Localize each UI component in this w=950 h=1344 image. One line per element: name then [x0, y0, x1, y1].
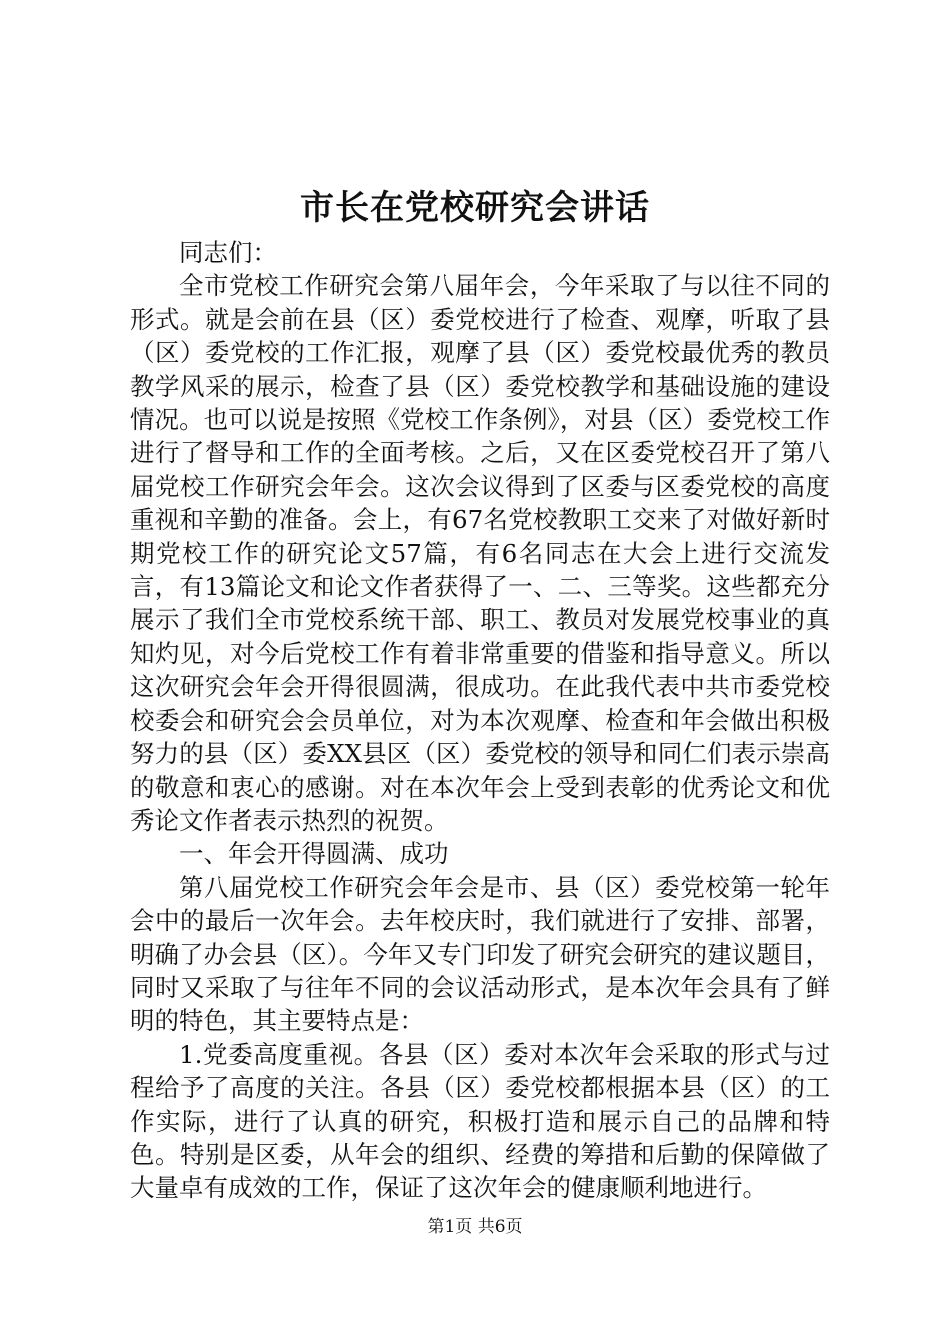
section-heading: 一、年会开得圆满、成功: [179, 839, 449, 869]
point-paragraph: 1.党委高度重视。各县（区）委对本次年会采取的形式与过程给予了高度的关注。各县（区）委党校都根据本县（区）的工作实际，进行了认真的研究，积极打造和展示自己的品牌和特色。特别是区委，从年会的组织、经费的筹措和后勤的保障做了大量卓有成效的工作，保证了这次年会的健康顺利地进行。: [130, 1039, 830, 1203]
salutation-paragraph: 同志们：: [179, 238, 277, 267]
document-title: 市长在党校研究会讲话: [300, 188, 650, 228]
document-body: [130, 236, 830, 1205]
page-footer: 第1页 共6页: [427, 1217, 523, 1237]
intro-paragraph: 全市党校工作研究会第八届年会，今年采取了与以往不同的形式。就是会前在县（区）委党校进行了检查、观摩，听取了县（区）委党校的工作汇报，观摩了县（区）委党校最优秀的教员教学风采的展示，检查了县（区）委党校教学和基础设施的建设情况。也可以说是按照《党校工作条例》，对县（区）委党校工作进行了督导和工作的全面考核。之后，又在区委党校召开了第八届党校工作研究会年会。这次会议得到了区委与区委党校的高度重视和辛勤的准备。会上，有67名党校教职工交来了对做好新时期党校工作的研究论文57篇，有6名同志在大会上进行交流发言，有13篇论文和论文作者获得了一、二、三等奖。这些都充分展示了我们全市党校系统干部、职工、教员对发展党校事业的真知灼见，对今后党校工作有着非常重要的借鉴和指导意义。所以这次研究会年会开得很圆满，很成功。在此我代表中共市委党校校委会和研究会会员单位，对为本次观摩、检查和年会做出积极努力的县（区）委XX县区（区）委党校的领导和同仁们表示崇高的敬意和衷心的感谢。对在本次年会上受到表彰的优秀论文和优秀论文作者表示热烈的祝贺。: [130, 271, 830, 835]
section-paragraph: 第八届党校工作研究会年会是市、县（区）委党校第一轮年会中的最后一次年会。去年校庆时，我们就进行了安排、部署，明确了办会县（区）。今年又专门印发了研究会研究的建议题目，同时又采取了与往年不同的会议活动形式，是本次年会具有了鲜明的特色，其主要特点是：: [130, 872, 830, 1036]
